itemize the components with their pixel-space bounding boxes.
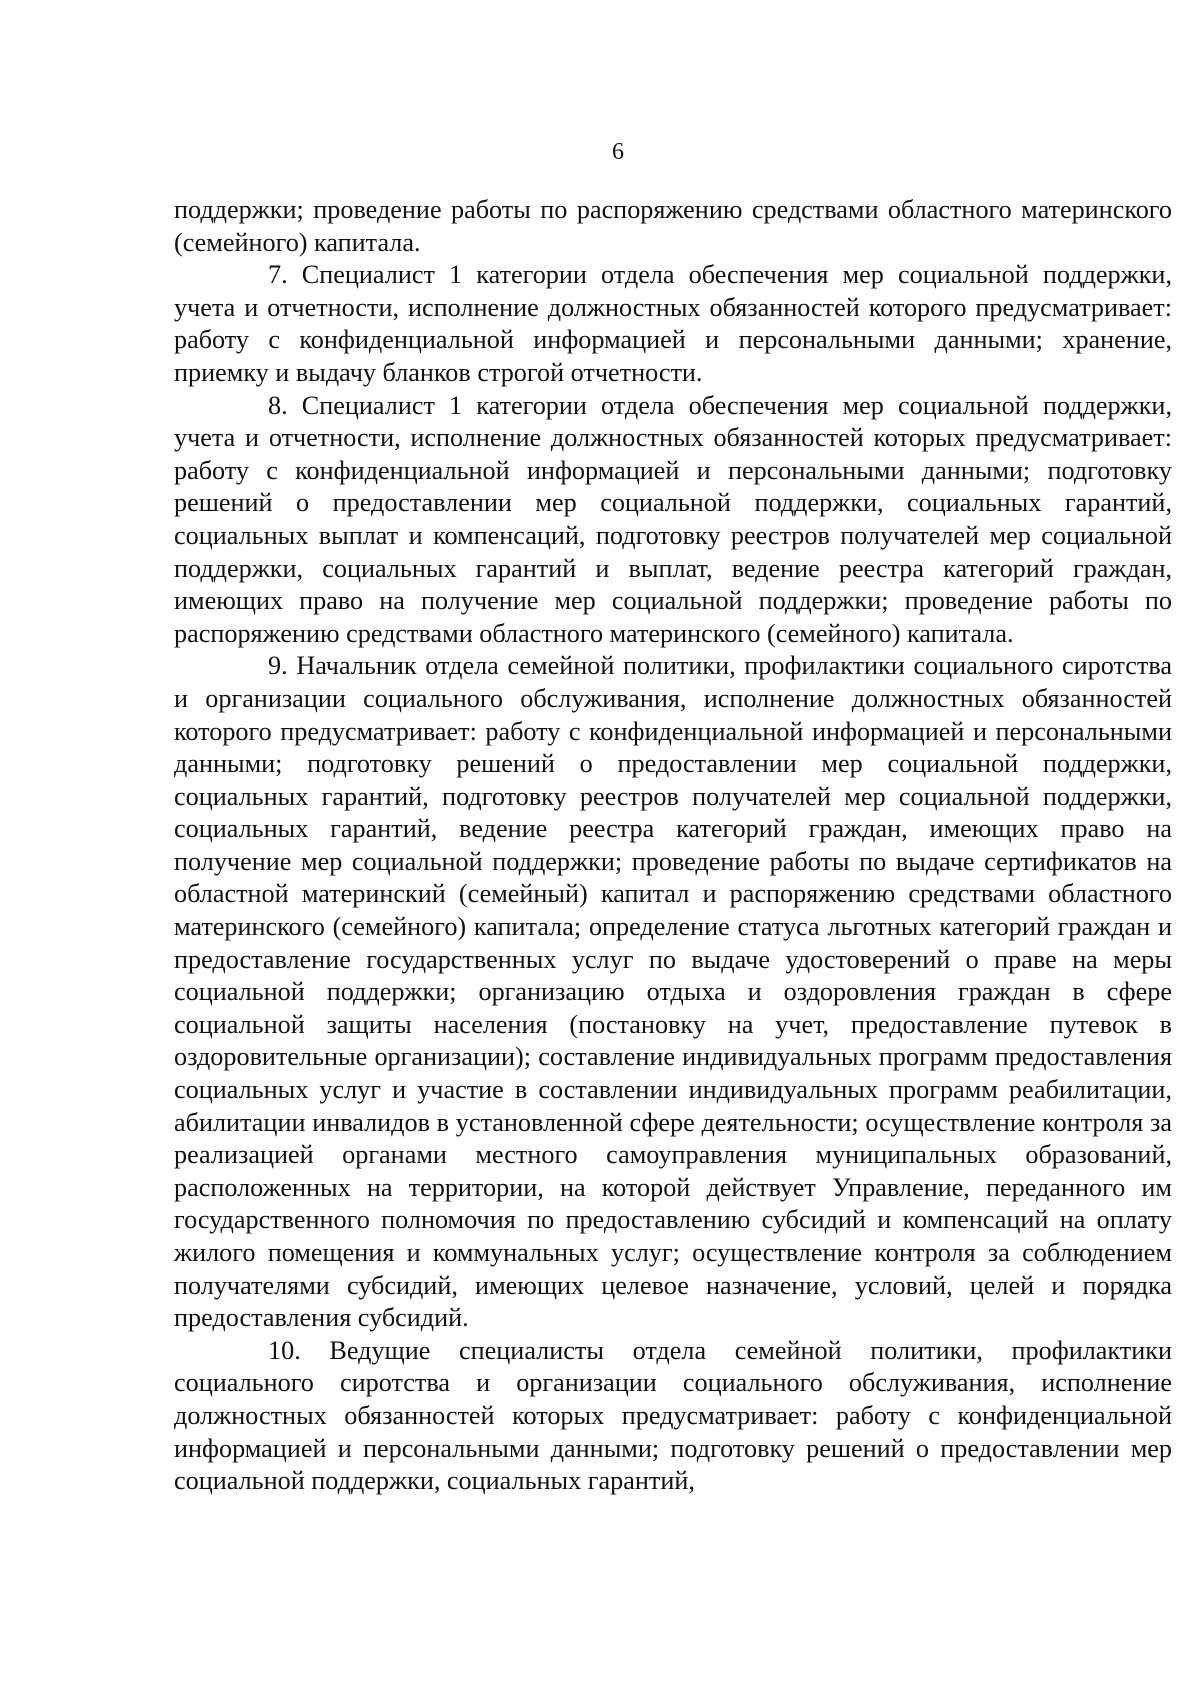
paragraph-continuation: поддержки; проведение работы по распоряжению средствами областного материнского (семейного) капитала. [174, 195, 1172, 257]
paragraph-item-7: 7. Специалист 1 категории отдела обеспечения мер социальной поддержки, учета и отчетности, исполнение должностных обязанностей которого предусматривает: работу с конфиденциальной информацией и персональными данными; хранение, приемку и выдачу бланков строгой отчетности. [174, 260, 1172, 387]
page-number: 6 [612, 139, 624, 165]
paragraph-item-10: 10. Ведущие специалисты отдела семейной политики, профилактики социального сиротства и организации социального обслуживания, исполнение должностных обязанностей которых предусматривает: работу с конфиденциальной информацией и персональными данными; подготовку решений о предоставлении мер социальной поддержки, социальных гарантий, [174, 1335, 1172, 1496]
document-body [174, 194, 1172, 1498]
paragraph-item-9: 9. Начальник отдела семейной политики, профилактики социального сиротства и организации социального обслуживания, исполнение должностных обязанностей которого предусматривает: работу с конфиденциальной информацией и персональными данными; подготовку решений о предоставлении мер социальной поддержки, социальных гарантий, подготовку реестров получателей мер социальной поддержки, социальных гарантий, ведение реестра категорий граждан, имеющих право на получение мер социальной поддержки; проведение работы по выдаче сертификатов на областной материнский (семейный) капитал и распоряжению средствами областного материнского (семейного) капитала; определение статуса льготных категорий граждан и предоставление государственных услуг по выдаче удостоверений о праве на меры социальной поддержки; организацию отдыха и оздоровления граждан в сфере социальной защиты населения (постановку на учет, предоставление путевок в оздоровительные организации); составление индивидуальных программ предоставления социальных услуг и участие в составлении индивидуальных программ реабилитации, абилитации инвалидов в установленной сфере деятельности; осуществление контроля за реализацией органами местного самоуправления муниципальных образований, расположенных на территории, на которой действует Управление, переданного им государственного полномочия по предоставлению субсидий и компенсаций на оплату жилого помещения и коммунальных услуг; осуществление контроля за соблюдением получателями субсидий, имеющих целевое назначение, условий, целей и порядка предоставления субсидий. [174, 651, 1172, 1333]
paragraph-item-8: 8. Специалист 1 категории отдела обеспечения мер социальной поддержки, учета и отчетности, исполнение должностных обязанностей которых предусматривает: работу с конфиденциальной информацией и персональными данными; подготовку решений о предоставлении мер социальной поддержки, социальных гарантий, социальных выплат и компенсаций, подготовку реестров получателей мер социальной поддержки, социальных гарантий и выплат, ведение реестра категорий граждан, имеющих право на получение мер социальной поддержки; проведение работы по распоряжению средствами областного материнского (семейного) капитала. [174, 390, 1172, 648]
